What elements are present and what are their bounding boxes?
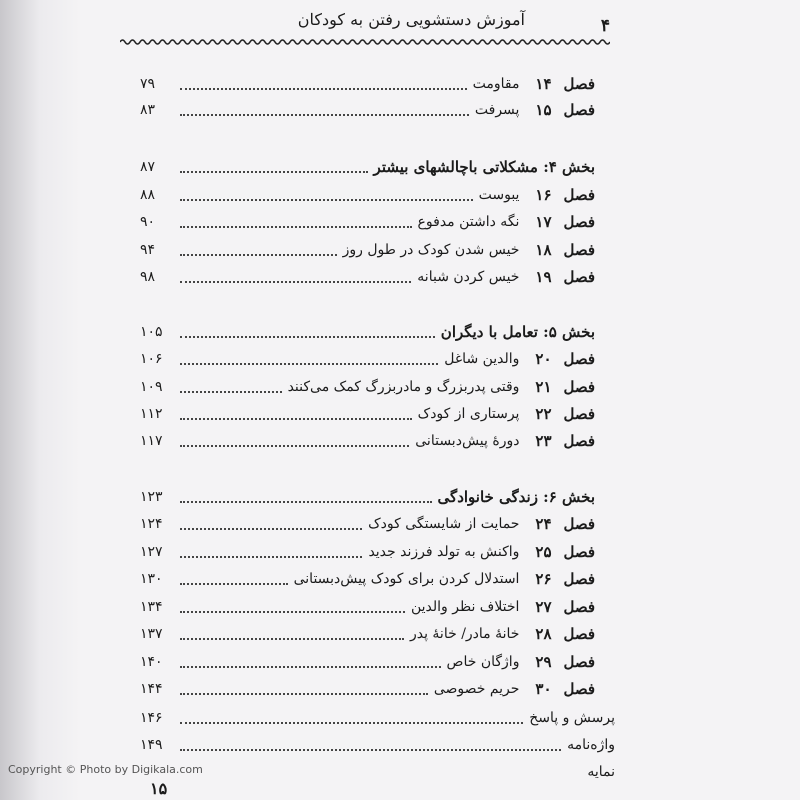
page-number: ۹۴ bbox=[140, 242, 156, 258]
entry-title: نمایه bbox=[587, 764, 615, 780]
chapter-number: ۲۱ bbox=[535, 378, 552, 396]
chapter-label: فصل bbox=[563, 598, 595, 616]
toc-row bbox=[140, 595, 595, 619]
chapter-label: فصل bbox=[563, 213, 595, 231]
toc-row bbox=[140, 238, 595, 262]
toc-section-row bbox=[140, 320, 595, 344]
toc-row bbox=[140, 677, 595, 701]
chapter-title: استدلال کردن برای کودک پیش‌دبستانی bbox=[293, 571, 520, 587]
chapter-label: فصل bbox=[563, 515, 595, 533]
copyright-notice: Copyright © Photo by Digikala.com bbox=[8, 763, 203, 776]
chapter-title: یبوست bbox=[478, 187, 520, 203]
chapter-label: فصل bbox=[563, 570, 595, 588]
page-number: ۹۸ bbox=[140, 269, 156, 285]
toc-row bbox=[140, 429, 595, 453]
chapter-label: فصل bbox=[563, 432, 595, 450]
leader-dots bbox=[180, 326, 435, 338]
leader-dots bbox=[180, 408, 412, 420]
page-number: ۱۴۴ bbox=[140, 681, 163, 697]
chapter-title: مقاومت bbox=[472, 76, 520, 92]
leader-dots bbox=[180, 161, 368, 173]
leader-dots bbox=[180, 271, 411, 283]
page-number: ۹۰ bbox=[140, 214, 156, 230]
chapter-label: فصل bbox=[563, 625, 595, 643]
toc-row bbox=[140, 706, 615, 730]
page-number: ۱۱۷ bbox=[140, 433, 163, 449]
chapter-number: ۲۷ bbox=[535, 598, 552, 616]
chapter-label: فصل bbox=[563, 350, 595, 368]
leader-dots bbox=[180, 683, 428, 695]
chapter-number: ۱۹ bbox=[535, 268, 552, 286]
leader-dots bbox=[180, 518, 362, 530]
footer-page-number: ۱۵ bbox=[150, 779, 168, 798]
toc-row bbox=[140, 733, 615, 757]
leader-dots bbox=[180, 189, 473, 201]
page-number: ۱۰۵ bbox=[140, 324, 163, 340]
page-number: ۱۱۲ bbox=[140, 406, 163, 422]
chapter-label: فصل bbox=[563, 680, 595, 698]
header-page-number: ۴ bbox=[600, 16, 610, 36]
page-number: ۷۹ bbox=[140, 76, 156, 92]
chapter-number: ۲۹ bbox=[535, 653, 552, 671]
chapter-label: فصل bbox=[563, 186, 595, 204]
toc-section-row bbox=[140, 155, 595, 179]
chapter-number: ۱۸ bbox=[535, 241, 552, 259]
chapter-number: ۱۵ bbox=[535, 101, 552, 119]
leader-dots bbox=[180, 546, 362, 558]
toc-row bbox=[140, 622, 595, 646]
chapter-number: ۳۰ bbox=[535, 680, 552, 698]
leader-dots bbox=[180, 739, 561, 751]
toc-row bbox=[140, 650, 595, 674]
section-title: بخش ۶: زندگی خانوادگی bbox=[437, 488, 595, 506]
chapter-number: ۱۶ bbox=[535, 186, 552, 204]
chapter-number: ۲۸ bbox=[535, 625, 552, 643]
toc-row bbox=[140, 98, 595, 122]
leader-dots bbox=[180, 601, 405, 613]
chapter-number: ۲۶ bbox=[535, 570, 552, 588]
chapter-label: فصل bbox=[563, 653, 595, 671]
toc-row bbox=[140, 375, 595, 399]
leader-dots bbox=[180, 712, 523, 724]
chapter-label: فصل bbox=[563, 543, 595, 561]
leader-dots bbox=[180, 656, 441, 668]
chapter-number: ۲۴ bbox=[535, 515, 552, 533]
page-number: ۱۳۰ bbox=[140, 571, 163, 587]
page-number: ۱۰۹ bbox=[140, 379, 163, 395]
page-number: ۱۴۹ bbox=[140, 737, 163, 753]
chapter-label: فصل bbox=[563, 405, 595, 423]
page-number: ۱۴۰ bbox=[140, 654, 163, 670]
page-number: ۱۰۶ bbox=[140, 351, 163, 367]
toc-row bbox=[140, 540, 595, 564]
chapter-title: پسرفت bbox=[474, 102, 520, 118]
leader-dots bbox=[180, 78, 467, 90]
page-number: ۱۲۳ bbox=[140, 489, 163, 505]
toc-row bbox=[140, 183, 595, 207]
page-number: ۱۲۷ bbox=[140, 544, 163, 560]
chapter-title: حریم خصوصی bbox=[433, 681, 520, 697]
entry-title: واژه‌نامه bbox=[567, 737, 615, 753]
chapter-title: اختلاف نظر والدین bbox=[410, 599, 520, 615]
chapter-title: والدین شاغل bbox=[444, 351, 520, 367]
chapter-number: ۱۴ bbox=[535, 75, 552, 93]
toc-row bbox=[140, 402, 595, 426]
chapter-number: ۲۰ bbox=[535, 350, 552, 368]
leader-dots bbox=[180, 573, 288, 585]
toc-row bbox=[140, 760, 615, 784]
entry-title: پرسش و پاسخ bbox=[529, 710, 615, 726]
toc-row bbox=[140, 347, 595, 371]
toc-row bbox=[140, 72, 595, 96]
chapter-title: خانهٔ مادر/ خانهٔ پدر bbox=[409, 626, 520, 642]
chapter-number: ۲۳ bbox=[535, 432, 552, 450]
chapter-title: نگه داشتن مدفوع bbox=[417, 214, 520, 230]
leader-dots bbox=[180, 353, 438, 365]
chapter-title: دورهٔ پیش‌دبستانی bbox=[415, 433, 520, 449]
leader-dots bbox=[180, 104, 469, 116]
chapter-title: حمایت از شایستگی کودک bbox=[368, 516, 520, 532]
chapter-number: ۱۷ bbox=[535, 213, 552, 231]
section-title: بخش ۵: تعامل با دیگران bbox=[440, 323, 595, 341]
leader-dots bbox=[180, 216, 412, 228]
chapter-title: خیس شدن کودک در طول روز bbox=[342, 242, 520, 258]
chapter-title: وقتی پدربزرگ و مادربزرگ کمک می‌کنند bbox=[287, 379, 520, 395]
chapter-title: پرستاری از کودک bbox=[417, 406, 520, 422]
chapter-number: ۲۵ bbox=[535, 543, 552, 561]
chapter-title: خیس کردن شبانه bbox=[417, 269, 520, 285]
chapter-title: واژگان خاص bbox=[446, 654, 520, 670]
page-number: ۱۳۷ bbox=[140, 626, 163, 642]
page-number: ۸۸ bbox=[140, 187, 156, 203]
chapter-label: فصل bbox=[563, 75, 595, 93]
leader-dots bbox=[180, 491, 432, 503]
page-number: ۸۳ bbox=[140, 102, 156, 118]
toc-row bbox=[140, 265, 595, 289]
toc-row bbox=[140, 210, 595, 234]
toc-row bbox=[140, 512, 595, 536]
page-number: ۸۷ bbox=[140, 159, 156, 175]
leader-dots bbox=[180, 244, 337, 256]
toc-section-row bbox=[140, 485, 595, 509]
page-number: ۱۳۴ bbox=[140, 599, 163, 615]
chapter-number: ۲۲ bbox=[535, 405, 552, 423]
chapter-label: فصل bbox=[563, 268, 595, 286]
page-number: ۱۴۶ bbox=[140, 710, 163, 726]
leader-dots bbox=[180, 435, 409, 447]
toc-row bbox=[140, 567, 595, 591]
leader-dots bbox=[180, 628, 404, 640]
section-title: بخش ۴: مشکلاتی باچالشهای بیشتر bbox=[373, 158, 595, 176]
leader-dots bbox=[180, 381, 282, 393]
chapter-label: فصل bbox=[563, 378, 595, 396]
chapter-title: واکنش به تولد فرزند جدید bbox=[368, 544, 520, 560]
header-book-title: آموزش دستشویی رفتن به کودکان bbox=[297, 10, 525, 29]
chapter-label: فصل bbox=[563, 241, 595, 259]
page-number: ۱۲۴ bbox=[140, 516, 163, 532]
chapter-label: فصل bbox=[563, 101, 595, 119]
